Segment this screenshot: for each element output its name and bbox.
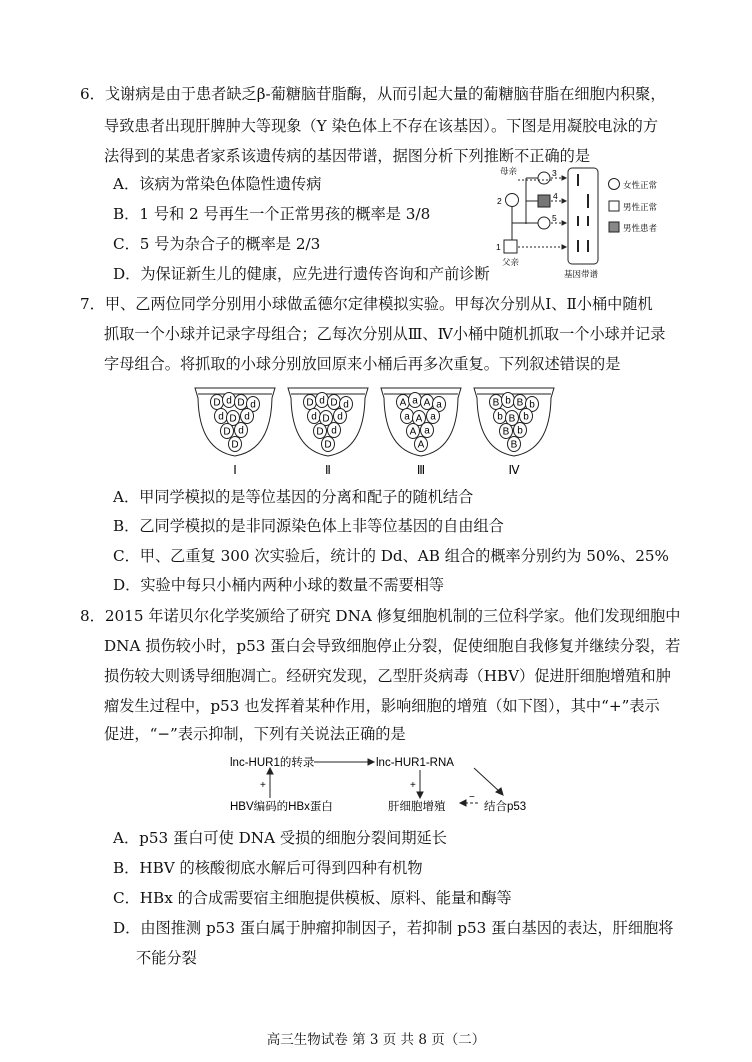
ball-label: d	[250, 399, 256, 411]
q7-stem-line-3: 字母组合。将抓取的小球分别放回原来小桶后再多次重复。下列叙述错误的是	[104, 355, 621, 373]
legend-male-normal: 男性正常	[623, 202, 658, 212]
ball-label: D	[316, 426, 324, 438]
ball-label: D	[223, 426, 231, 438]
q8-option-c: C．HBx 的合成需要宿主细胞提供模板、原料、能量和酶等	[113, 889, 512, 907]
ball-label: a	[404, 411, 410, 423]
minus-sign: −	[469, 792, 475, 803]
ball-label: d	[319, 395, 325, 407]
q6-option-c: C．5 号为杂合子的概率是 2/3	[113, 235, 321, 253]
legend-male-patient: 男性患者	[623, 223, 658, 233]
ball-label: B	[516, 397, 524, 409]
q8-stem-line-3: 损伤较大则诱导细胞凋亡。经研究发现，乙型肝炎病毒（HBV）促进肝细胞增殖和肿	[104, 667, 671, 685]
bucket-label: Ⅰ	[233, 463, 237, 477]
legend-male-normal-icon	[609, 201, 619, 211]
ball-label: A	[409, 426, 417, 438]
q8-option-d: D．由图推测 p53 蛋白属于肿瘤抑制因子，若抑制 p53 蛋白基因的表达，肝细胞将	[113, 919, 674, 937]
q8-regulation-diagram	[228, 748, 548, 818]
mother-label: 母亲	[500, 166, 518, 176]
q7-option-d: D．实验中每只小桶内两种小球的数量不需要相等	[113, 576, 445, 594]
gene-band-panel	[568, 168, 598, 264]
svg-text:2: 2	[497, 196, 502, 206]
ball-label: A	[423, 397, 431, 409]
gene-band-label: 基因带谱	[564, 269, 599, 279]
q6-pedigree-figure	[488, 164, 708, 284]
ball-label: A	[417, 439, 425, 451]
svg-text:4: 4	[553, 191, 558, 201]
plus-sign-2: +	[410, 780, 416, 791]
q7-option-b: B．乙同学模拟的是非同源染色体上非等位基因的自由组合	[113, 517, 504, 535]
ball-label: D	[322, 413, 330, 425]
ball-label: B	[510, 439, 518, 451]
mother-symbol	[506, 194, 519, 207]
ball-label: a	[424, 425, 430, 437]
plus-sign-1: +	[260, 780, 266, 791]
ball-label: D	[231, 439, 239, 451]
q6-option-b: B．1 号和 2 号再生一个正常男孩的概率是 3/8	[113, 205, 431, 223]
ball-label: D	[306, 397, 314, 409]
ball-label: B	[502, 426, 510, 438]
ball-label: b	[529, 399, 535, 411]
ball-label: D	[237, 397, 245, 409]
svg-text:3: 3	[552, 168, 557, 178]
ball-label: a	[412, 395, 418, 407]
ball-label: D	[324, 439, 332, 451]
q6-option-a: A．该病为常染色体隐性遗传病	[113, 175, 322, 193]
ball-label: d	[311, 411, 317, 423]
ball-label: d	[343, 399, 349, 411]
q6-stem-line-3: 法得到的某患者家系该遗传病的基因带谱，据图分析下列推断不正确的是	[104, 147, 590, 165]
ball-label: b	[505, 395, 511, 407]
father-label: 父亲	[502, 257, 520, 267]
ball-label: A	[415, 413, 423, 425]
child-3-symbol	[538, 172, 550, 184]
legend-female-normal-icon	[609, 179, 620, 190]
node-bind-p53: 结合p53	[484, 801, 527, 813]
q6-stem-line-2: 导致患者出现肝脾肿大等现象（Y 染色体上不存在该基因）。下图是用凝胶电泳的方	[104, 117, 659, 135]
bucket-label: Ⅳ	[508, 463, 520, 477]
ball-label: b	[497, 411, 503, 423]
q8-stem-line-5: 促进，“−”表示抑制，下列有关说法正确的是	[104, 725, 406, 743]
ball-label: a	[436, 399, 442, 411]
ball-label: B	[508, 413, 516, 425]
child-5-symbol	[538, 217, 550, 229]
bucket-1	[195, 388, 275, 477]
legend-female-normal: 女性正常	[623, 180, 658, 190]
bucket-4	[474, 388, 554, 477]
q8-option-d-cont: 不能分裂	[136, 949, 197, 967]
q7-option-a: A．甲同学模拟的是等位基因的分离和配子的随机结合	[113, 488, 474, 506]
q6-option-d: D．为保证新生儿的健康，应先进行遗传咨询和产前诊断	[113, 265, 490, 283]
ball-label: d	[218, 411, 224, 423]
svg-text:1: 1	[496, 242, 501, 252]
child-4-symbol	[538, 195, 550, 207]
bucket-3	[381, 388, 461, 477]
page-footer: 高三生物试卷 第 3 页 共 8 页（二）	[266, 1032, 486, 1048]
svg-text:5: 5	[552, 213, 557, 223]
q8-stem-line-1: 8．2015 年诺贝尔化学奖颁给了研究 DNA 修复细胞机制的三位科学家。他们发现细胞中	[80, 607, 681, 625]
ball-label: D	[213, 397, 221, 409]
ball-label: d	[337, 411, 343, 423]
ball-label: d	[226, 395, 232, 407]
legend-male-patient-icon	[609, 222, 619, 232]
ball-label: B	[492, 397, 500, 409]
q7-option-c: C．甲、乙重复 300 次实验后，统计的 Dd、AB 组合的概率分别约为 50%、25%	[113, 547, 669, 565]
q7-buckets-figure	[190, 380, 560, 480]
ball-label: D	[229, 413, 237, 425]
ball-label: b	[517, 425, 523, 437]
q7-stem-line-1: 7．甲、乙两位同学分别用小球做孟德尔定律模拟实验。甲每次分别从Ⅰ、Ⅱ小桶中随机	[80, 295, 653, 313]
ball-label: d	[244, 411, 250, 423]
q8-option-b: B．HBV 的核酸彻底水解后可得到四种有机物	[113, 859, 423, 877]
ball-label: b	[523, 411, 529, 423]
node-lnc-rna: lnc-HUR1-RNA	[376, 757, 454, 769]
q7-stem-line-2: 抓取一个小球并记录字母组合；乙每次分别从Ⅲ、Ⅳ小桶中随机抓取一个小球并记录	[104, 325, 666, 343]
node-lnc-transcription: lnc-HUR1的转录	[230, 757, 315, 769]
father-symbol	[504, 240, 517, 253]
ball-label: d	[238, 425, 244, 437]
q8-stem-line-4: 瘤发生过程中，p53 也发挥着某种作用，影响细胞的增殖（如下图），其中“+”表示	[104, 697, 660, 715]
bucket-2	[288, 388, 368, 477]
q8-option-a: A．p53 蛋白可使 DNA 受损的细胞分裂间期延长	[113, 829, 447, 847]
node-hbx-protein: HBV编码的HBx蛋白	[230, 801, 333, 813]
q6-stem-line-1: 6．戈谢病是由于患者缺乏β-葡糖脑苷脂酶，从而引起大量的葡糖脑苷脂在细胞内积聚，	[80, 85, 666, 103]
ball-label: d	[331, 425, 337, 437]
bucket-label: Ⅲ	[416, 463, 426, 477]
q8-stem-line-2: DNA 损伤较小时，p53 蛋白会导致细胞停止分裂，促使细胞自我修复并继续分裂，若	[104, 637, 681, 655]
node-hepatocyte-proliferation: 肝细胞增殖	[388, 801, 446, 813]
ball-label: D	[330, 397, 338, 409]
ball-label: a	[430, 411, 436, 423]
bucket-label: Ⅱ	[325, 463, 331, 477]
ball-label: A	[399, 397, 407, 409]
